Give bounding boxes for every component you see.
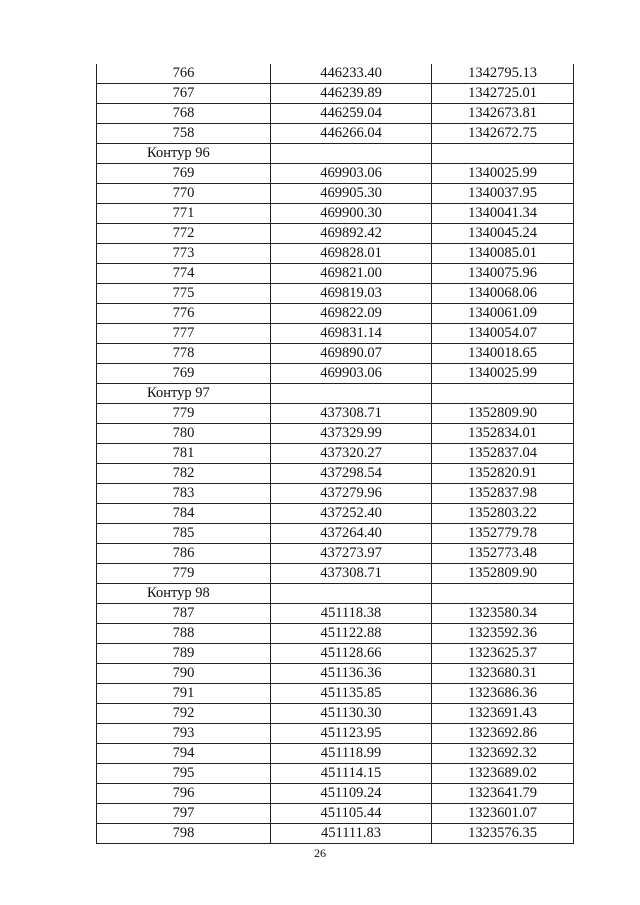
table-row xyxy=(97,164,574,184)
y-coordinate: 1340054.07 xyxy=(432,324,574,344)
point-number: 776 xyxy=(97,304,271,324)
point-number: 774 xyxy=(97,264,271,284)
table-row xyxy=(97,604,574,624)
y-coordinate: 1342725.01 xyxy=(432,84,574,104)
contour-label: Контур 98 xyxy=(97,584,271,604)
y-coordinate: 1323576.35 xyxy=(432,824,574,844)
table-row xyxy=(97,364,574,384)
x-coordinate: 446259.04 xyxy=(271,104,432,124)
x-coordinate: 451105.44 xyxy=(271,804,432,824)
point-number: 782 xyxy=(97,464,271,484)
y-coordinate: 1352820.91 xyxy=(432,464,574,484)
point-number: 766 xyxy=(97,64,271,84)
x-coordinate: 469822.09 xyxy=(271,304,432,324)
empty-cell xyxy=(432,584,574,604)
y-coordinate: 1342795.13 xyxy=(432,64,574,84)
y-coordinate: 1352837.98 xyxy=(432,484,574,504)
point-number: 769 xyxy=(97,164,271,184)
table-row xyxy=(97,744,574,764)
point-number: 780 xyxy=(97,424,271,444)
point-number: 778 xyxy=(97,344,271,364)
point-number: 770 xyxy=(97,184,271,204)
contour-header-row xyxy=(97,384,574,404)
table-row xyxy=(97,524,574,544)
point-number: 775 xyxy=(97,284,271,304)
point-number: 779 xyxy=(97,564,271,584)
table-row xyxy=(97,684,574,704)
point-number: 758 xyxy=(97,124,271,144)
y-coordinate: 1323592.36 xyxy=(432,624,574,644)
table-row xyxy=(97,424,574,444)
x-coordinate: 437279.96 xyxy=(271,484,432,504)
table-row xyxy=(97,664,574,684)
x-coordinate: 451128.66 xyxy=(271,644,432,664)
y-coordinate: 1340075.96 xyxy=(432,264,574,284)
x-coordinate: 437252.40 xyxy=(271,504,432,524)
table-row xyxy=(97,104,574,124)
y-coordinate: 1323686.36 xyxy=(432,684,574,704)
point-number: 785 xyxy=(97,524,271,544)
empty-cell xyxy=(271,144,432,164)
table-row xyxy=(97,84,574,104)
y-coordinate: 1340041.34 xyxy=(432,204,574,224)
x-coordinate: 451109.24 xyxy=(271,784,432,804)
y-coordinate: 1352809.90 xyxy=(432,404,574,424)
y-coordinate: 1340061.09 xyxy=(432,304,574,324)
x-coordinate: 469828.01 xyxy=(271,244,432,264)
x-coordinate: 451122.88 xyxy=(271,624,432,644)
point-number: 796 xyxy=(97,784,271,804)
y-coordinate: 1340068.06 xyxy=(432,284,574,304)
empty-cell xyxy=(432,384,574,404)
point-number: 792 xyxy=(97,704,271,724)
table-row xyxy=(97,204,574,224)
table-row xyxy=(97,64,574,84)
table-row xyxy=(97,404,574,424)
table-row xyxy=(97,264,574,284)
table-row xyxy=(97,464,574,484)
table-row xyxy=(97,704,574,724)
y-coordinate: 1352834.01 xyxy=(432,424,574,444)
point-number: 784 xyxy=(97,504,271,524)
y-coordinate: 1352803.22 xyxy=(432,504,574,524)
x-coordinate: 451114.15 xyxy=(271,764,432,784)
y-coordinate: 1352773.48 xyxy=(432,544,574,564)
x-coordinate: 451118.38 xyxy=(271,604,432,624)
y-coordinate: 1323692.32 xyxy=(432,744,574,764)
x-coordinate: 469905.30 xyxy=(271,184,432,204)
table-row xyxy=(97,804,574,824)
table-row xyxy=(97,224,574,244)
point-number: 769 xyxy=(97,364,271,384)
point-number: 794 xyxy=(97,744,271,764)
point-number: 781 xyxy=(97,444,271,464)
table-row xyxy=(97,484,574,504)
contour-label: Контур 96 xyxy=(97,144,271,164)
point-number: 779 xyxy=(97,404,271,424)
page-number: 26 xyxy=(314,846,326,860)
point-number: 768 xyxy=(97,104,271,124)
contour-label: Контур 97 xyxy=(97,384,271,404)
y-coordinate: 1340085.01 xyxy=(432,244,574,264)
contour-header-row xyxy=(97,584,574,604)
y-coordinate: 1323680.31 xyxy=(432,664,574,684)
table-row xyxy=(97,444,574,464)
x-coordinate: 446239.89 xyxy=(271,84,432,104)
table-row xyxy=(97,824,574,844)
table-row xyxy=(97,624,574,644)
x-coordinate: 437308.71 xyxy=(271,404,432,424)
y-coordinate: 1323625.37 xyxy=(432,644,574,664)
y-coordinate: 1340025.99 xyxy=(432,164,574,184)
point-number: 777 xyxy=(97,324,271,344)
x-coordinate: 451135.85 xyxy=(271,684,432,704)
x-coordinate: 446233.40 xyxy=(271,64,432,84)
table-row xyxy=(97,544,574,564)
empty-cell xyxy=(432,144,574,164)
coordinates-table-body xyxy=(97,64,574,844)
x-coordinate: 437264.40 xyxy=(271,524,432,544)
x-coordinate: 437298.54 xyxy=(271,464,432,484)
x-coordinate: 451130.30 xyxy=(271,704,432,724)
x-coordinate: 469821.00 xyxy=(271,264,432,284)
table-row xyxy=(97,644,574,664)
point-number: 798 xyxy=(97,824,271,844)
y-coordinate: 1352809.90 xyxy=(432,564,574,584)
x-coordinate: 437273.97 xyxy=(271,544,432,564)
y-coordinate: 1352779.78 xyxy=(432,524,574,544)
x-coordinate: 469903.06 xyxy=(271,364,432,384)
point-number: 790 xyxy=(97,664,271,684)
point-number: 793 xyxy=(97,724,271,744)
table-row xyxy=(97,764,574,784)
x-coordinate: 469819.03 xyxy=(271,284,432,304)
point-number: 767 xyxy=(97,84,271,104)
point-number: 789 xyxy=(97,644,271,664)
y-coordinate: 1323691.43 xyxy=(432,704,574,724)
table-row xyxy=(97,504,574,524)
x-coordinate: 446266.04 xyxy=(271,124,432,144)
table-row xyxy=(97,124,574,144)
y-coordinate: 1340045.24 xyxy=(432,224,574,244)
table-row xyxy=(97,724,574,744)
x-coordinate: 451118.99 xyxy=(271,744,432,764)
y-coordinate: 1323601.07 xyxy=(432,804,574,824)
point-number: 787 xyxy=(97,604,271,624)
point-number: 771 xyxy=(97,204,271,224)
y-coordinate: 1352837.04 xyxy=(432,444,574,464)
point-number: 783 xyxy=(97,484,271,504)
y-coordinate: 1340037.95 xyxy=(432,184,574,204)
point-number: 795 xyxy=(97,764,271,784)
x-coordinate: 437329.99 xyxy=(271,424,432,444)
x-coordinate: 469892.42 xyxy=(271,224,432,244)
point-number: 788 xyxy=(97,624,271,644)
point-number: 772 xyxy=(97,224,271,244)
table-row xyxy=(97,324,574,344)
y-coordinate: 1323641.79 xyxy=(432,784,574,804)
y-coordinate: 1323689.02 xyxy=(432,764,574,784)
empty-cell xyxy=(271,584,432,604)
y-coordinate: 1340018.65 xyxy=(432,344,574,364)
point-number: 791 xyxy=(97,684,271,704)
y-coordinate: 1342673.81 xyxy=(432,104,574,124)
point-number: 797 xyxy=(97,804,271,824)
x-coordinate: 451111.83 xyxy=(271,824,432,844)
y-coordinate: 1342672.75 xyxy=(432,124,574,144)
table-row xyxy=(97,784,574,804)
x-coordinate: 451136.36 xyxy=(271,664,432,684)
x-coordinate: 469831.14 xyxy=(271,324,432,344)
table-row xyxy=(97,304,574,324)
table-row xyxy=(97,184,574,204)
x-coordinate: 469903.06 xyxy=(271,164,432,184)
x-coordinate: 469900.30 xyxy=(271,204,432,224)
point-number: 773 xyxy=(97,244,271,264)
contour-header-row xyxy=(97,144,574,164)
table-row xyxy=(97,344,574,364)
coordinates-table xyxy=(96,64,574,844)
table-row xyxy=(97,564,574,584)
y-coordinate: 1340025.99 xyxy=(432,364,574,384)
empty-cell xyxy=(271,384,432,404)
y-coordinate: 1323692.86 xyxy=(432,724,574,744)
x-coordinate: 469890.07 xyxy=(271,344,432,364)
x-coordinate: 451123.95 xyxy=(271,724,432,744)
table-row xyxy=(97,284,574,304)
table-row xyxy=(97,244,574,264)
x-coordinate: 437320.27 xyxy=(271,444,432,464)
point-number: 786 xyxy=(97,544,271,564)
x-coordinate: 437308.71 xyxy=(271,564,432,584)
y-coordinate: 1323580.34 xyxy=(432,604,574,624)
